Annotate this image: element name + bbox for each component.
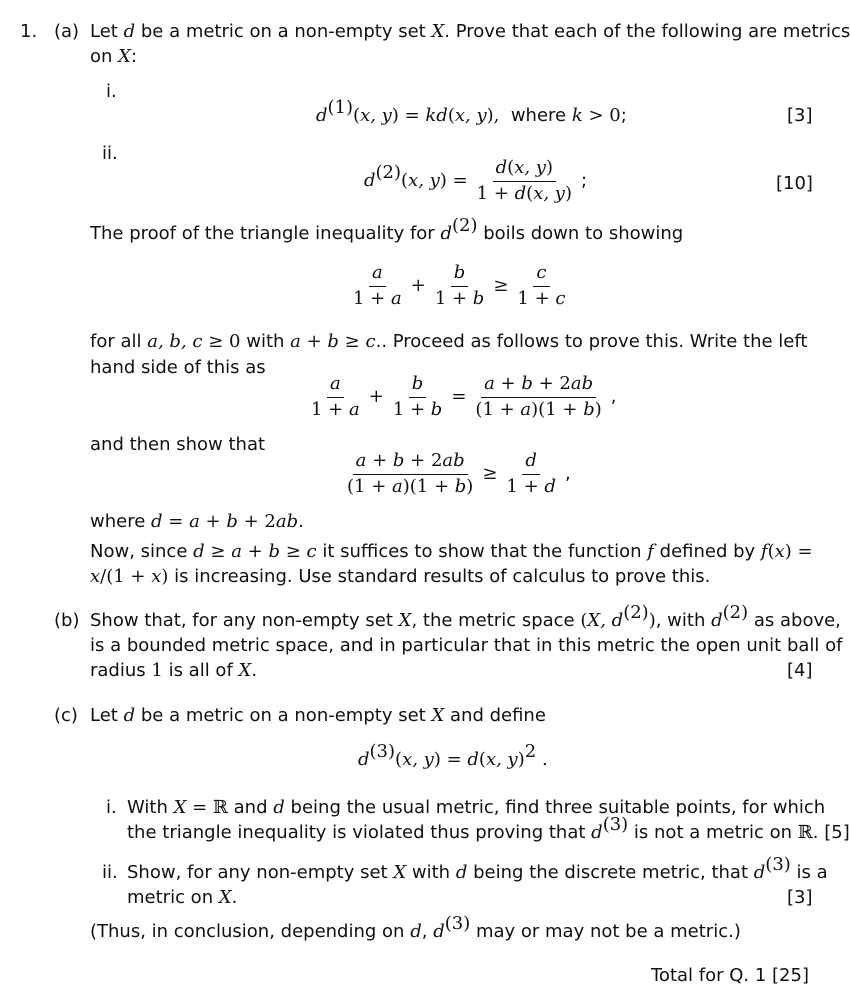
hand-side-line: hand side of this as xyxy=(90,357,266,378)
total-marks: Total for Q. 1 [25] xyxy=(651,965,809,986)
part-b-line2: is a bounded metric space, and in particular that in this metric the open unit ball of xyxy=(90,635,843,656)
marks-c-i: [5] xyxy=(824,822,850,843)
part-b-line1: Show that, for any non-empty set X, the metric space (X, $d^{(2)}$), with $d^{(2)}$ as above, xyxy=(90,602,841,631)
part-c-item-i-label: i. xyxy=(106,797,117,818)
and-then-line: and then show that xyxy=(90,434,266,455)
part-a-label: (a) xyxy=(54,21,80,42)
equation-d1: $d^{(1)}(x$, y) = kd(x, y), where k > 0; xyxy=(316,97,627,126)
equation-d3: $d^{(3)}(x$, y) = d(x, y)$^2$ . xyxy=(358,741,548,770)
part-b-label: (b) xyxy=(54,610,80,631)
now-since-line1: Now, since d ≥ a + b ≥ c it suffices to show that the function f defined by f(x) = xyxy=(90,541,813,562)
part-a-intro-line1: Let d be a metric on a non-empty set X. Prove that each of the following are metrics xyxy=(90,21,850,42)
lhs-equation: $\frac{a}{1 + a}$ + $\frac{b}{1 + b}$ = $\frac{a + b + 2ab}{(1 + a)(1 + b)}$ , xyxy=(311,373,617,420)
part-c-item-i-line2: the triangle inequality is violated thus proving that $d^{(3)}$ is not a metric on ℝ. [5] xyxy=(127,814,850,843)
marks-c-ii: [3] xyxy=(787,887,813,908)
part-c-item-i-line1: With X = ℝ and d being the usual metric, find three suitable points, for which xyxy=(127,797,826,818)
question-number: 1. xyxy=(20,21,38,42)
show-inequality: $\frac{a + b + 2ab}{(1 + a)(1 + b)}$ ≥ $\frac{d}{1 + d}$ , xyxy=(347,450,571,497)
conclusion: (Thus, in conclusion, depending on d, $d^{(3)}$ may or may not be a metric.) xyxy=(90,913,741,942)
marks-a-ii: [10] xyxy=(776,173,813,194)
where-d-line: where d = a + b + 2ab. xyxy=(90,511,304,532)
equation-d2: $d^{(2)}(x$, y) = $\frac{d(x, y)}{1 + d(x, y)}$ ; xyxy=(364,157,588,204)
proof-intro: The proof of the triangle inequality for $d^{(2)}$ boils down to showing xyxy=(90,215,684,244)
part-c-item-ii-line1: Show, for any non-empty set X with d being the discrete metric, that $d^{(3)}$ is a xyxy=(127,854,828,883)
for-all-line: for all a, b, c ≥ 0 with a + b ≥ c.. Proceed as follows to prove this. Write the left xyxy=(90,331,808,352)
part-a-item-ii-label: ii. xyxy=(102,143,118,164)
part-c-item-ii-line2: metric on X. xyxy=(127,887,238,908)
inequality-abc: $\frac{a}{1 + a}$ + $\frac{b}{1 + b}$ ≥ $\frac{c}{1 + c}$ xyxy=(353,262,566,309)
part-a-intro-line2: on X: xyxy=(90,46,138,67)
part-c-intro: Let d be a metric on a non-empty set X and define xyxy=(90,705,546,726)
marks-b: [4] xyxy=(787,660,813,681)
part-a-item-i-label: i. xyxy=(106,81,117,102)
part-c-label: (c) xyxy=(54,705,78,726)
part-c-item-ii-label: ii. xyxy=(102,862,118,883)
part-b-line3: radius 1 is all of X. xyxy=(90,660,258,681)
marks-a-i: [3] xyxy=(787,105,813,126)
now-since-line2: x/(1 + x) is increasing. Use standard results of calculus to prove this. xyxy=(90,566,711,587)
